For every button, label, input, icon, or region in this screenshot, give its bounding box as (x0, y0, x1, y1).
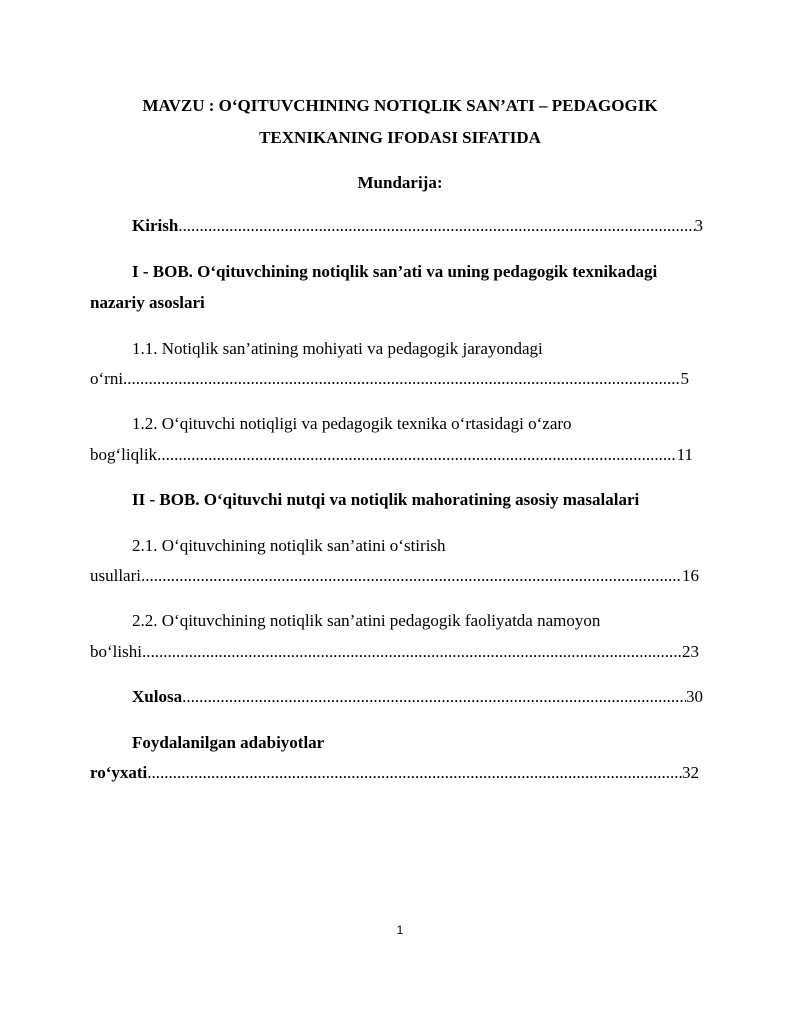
toc-entry-references[interactable] (90, 763, 699, 783)
toc-entry-label: o‘rni (90, 369, 124, 388)
toc-section-2-1[interactable] (90, 566, 699, 586)
title-line-2: TEXNIKANING IFODASI SIFATIDA (259, 128, 541, 147)
toc-section-2-2[interactable] (90, 642, 699, 662)
toc-chapter-1-line-2[interactable]: nazariy asoslari (90, 293, 205, 312)
toc-page-number: 11 (676, 445, 693, 464)
toc-entry-label: Xulosa (132, 687, 183, 706)
toc-section-1-1-line-1[interactable]: 1.1. Notiqlik san’atining mohiyati va pedagogik jarayondagi (132, 339, 543, 358)
page-number: 1 (396, 923, 404, 937)
title-line-1: MAVZU : O‘QITUVCHINING NOTIQLIK SAN’ATI – PEDAGOGIK (142, 96, 658, 115)
toc-section-2-1-line-1[interactable]: 2.1. O‘qituvchining notiqlik san’atini o‘stirish (132, 536, 446, 555)
toc-page-number: 23 (682, 642, 699, 661)
toc-page-number: 5 (680, 369, 689, 388)
toc-section-1-1[interactable] (90, 369, 689, 389)
toc-entry-label: bog‘liqlik (90, 445, 158, 464)
toc-entry-conclusion[interactable] (132, 687, 703, 707)
toc-leader-dots (147, 763, 682, 783)
contents-heading: Mundarija: (357, 173, 443, 192)
toc-section-2-2-line-1[interactable]: 2.2. O‘qituvchining notiqlik san’atini pedagogik faoliyatda namoyon (132, 611, 601, 630)
toc-leader-dots (178, 216, 694, 236)
toc-chapter-1-line-1[interactable]: I - BOB. O‘qituvchining notiqlik san’ati va uning pedagogik texnikadagi (132, 262, 658, 281)
toc-page-number: 16 (682, 566, 699, 585)
toc-leader-dots (182, 687, 686, 707)
toc-page-number: 30 (686, 687, 703, 706)
toc-chapter-2-line-1[interactable]: II - BOB. O‘qituvchi nutqi va notiqlik mahoratining asosiy masalalari (132, 490, 640, 509)
toc-entry-label: ro‘yxati (90, 763, 148, 782)
toc-references-line-1[interactable]: Foydalanilgan adabiyotlar (132, 733, 325, 752)
toc-entry-label: Kirish (132, 216, 179, 235)
toc-section-1-2-line-1[interactable]: 1.2. O‘qituvchi notiqligi va pedagogik texnika o‘rtasidagi o‘zaro (132, 414, 572, 433)
toc-leader-dots (142, 642, 682, 662)
toc-entry-label: usullari (90, 566, 141, 585)
toc-section-1-2[interactable] (90, 445, 693, 465)
toc-leader-dots (141, 566, 682, 586)
toc-leader-dots (157, 445, 677, 465)
toc-leader-dots (123, 369, 680, 389)
toc-page-number: 3 (694, 216, 703, 235)
toc-page-number: 32 (682, 763, 699, 782)
toc-entry-label: bo‘lishi (90, 642, 142, 661)
toc-entry-intro[interactable] (132, 216, 703, 236)
